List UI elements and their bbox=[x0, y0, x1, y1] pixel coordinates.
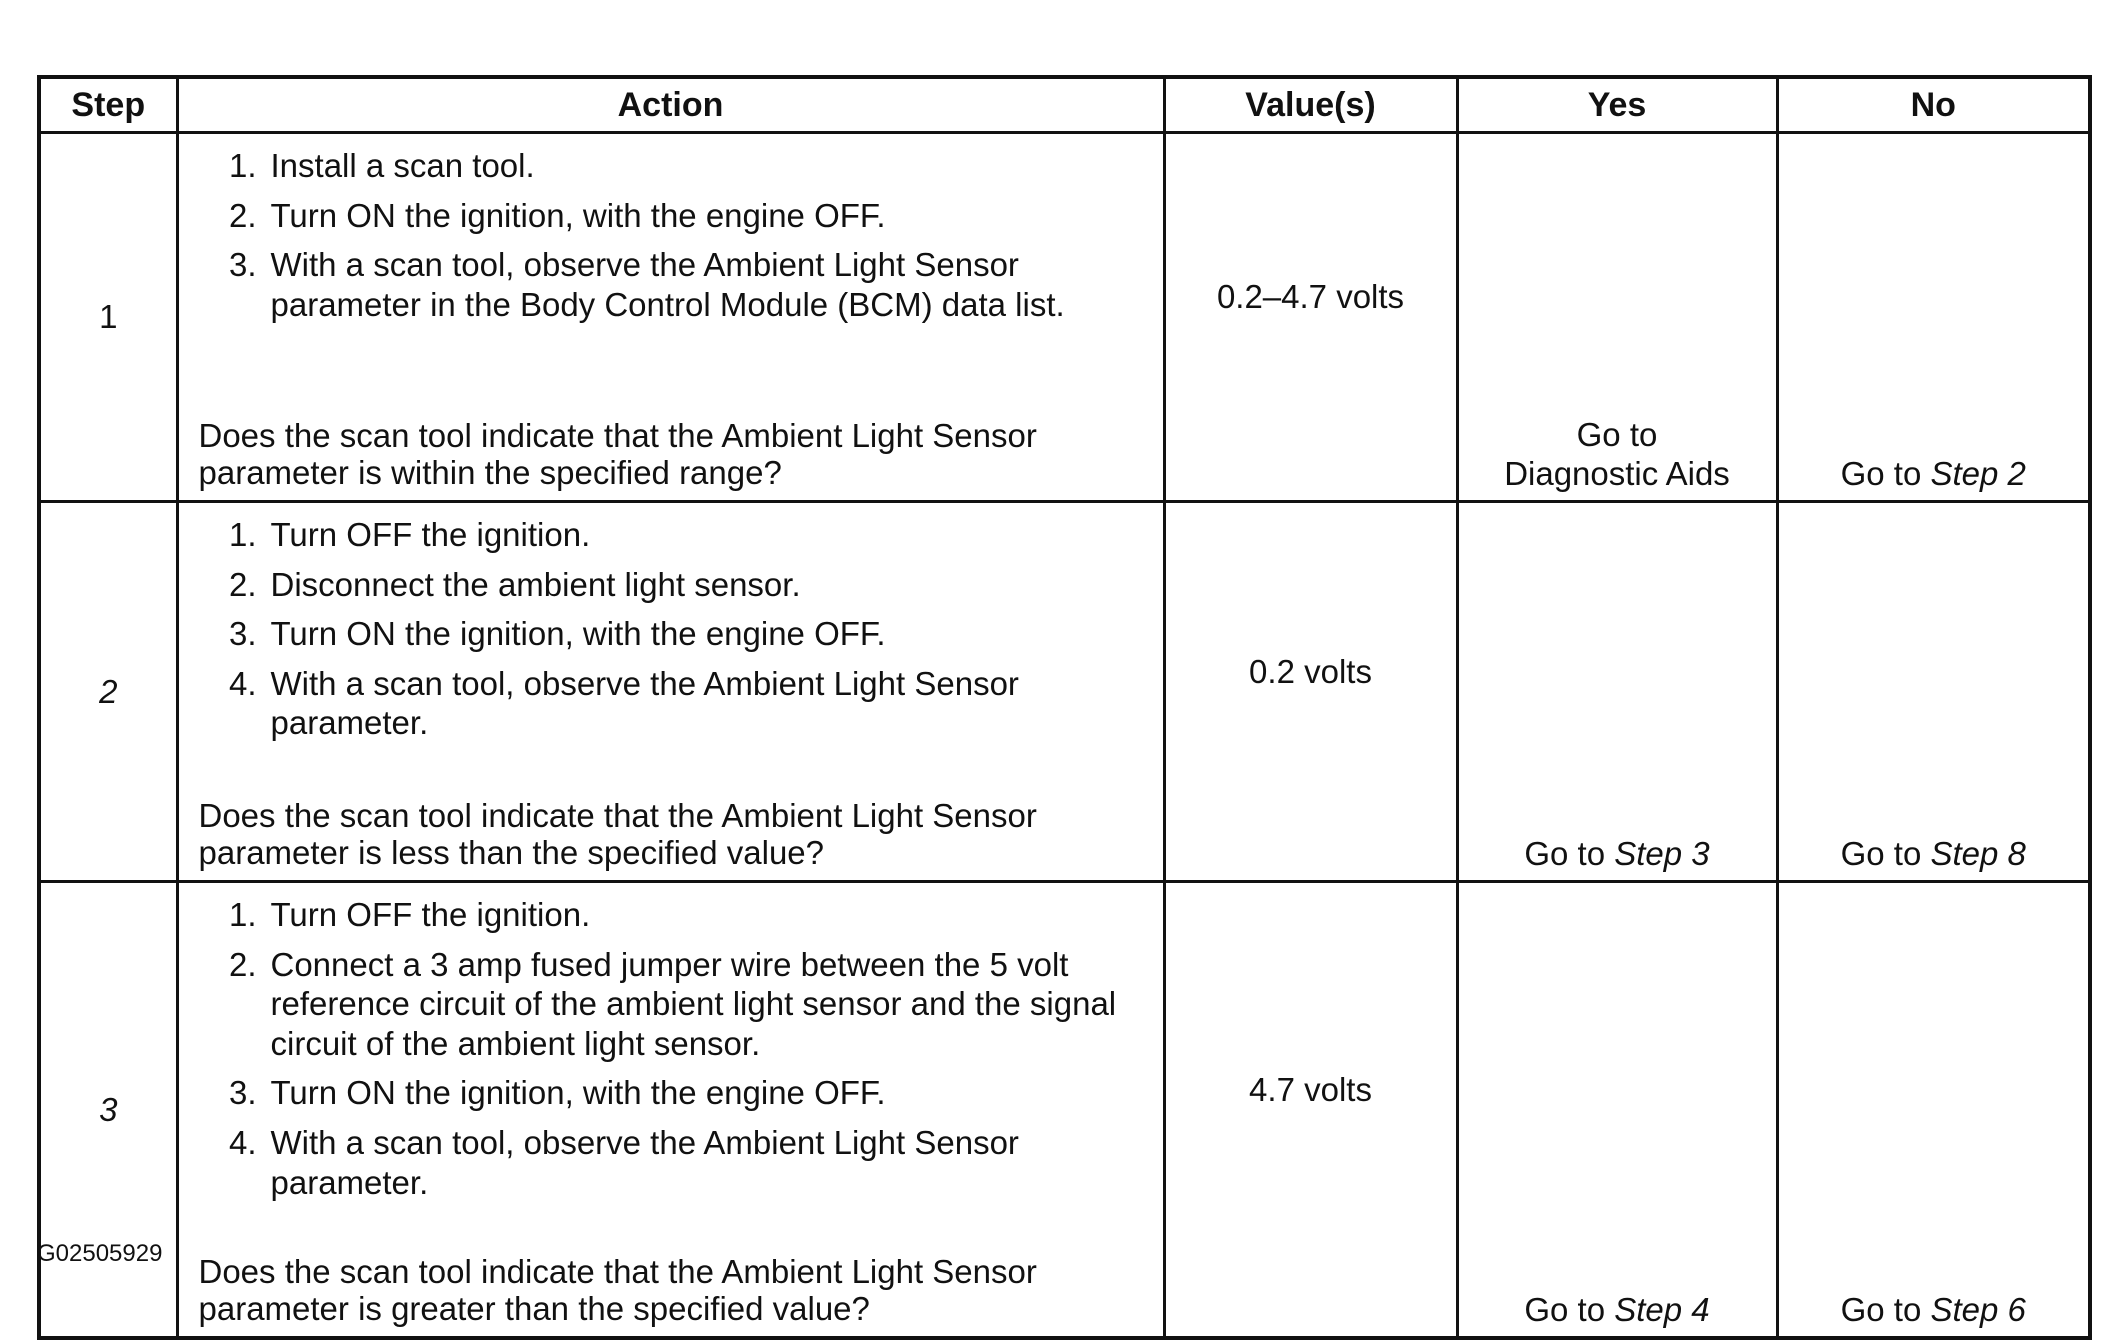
no-reference: Step 2 bbox=[1930, 455, 2026, 493]
list-item bbox=[199, 245, 1153, 324]
diagnostic-table bbox=[37, 75, 2092, 1340]
action-step-number: 3. bbox=[228, 1074, 257, 1112]
header-no: No bbox=[1777, 77, 2090, 133]
list-item bbox=[199, 565, 1153, 605]
list-item bbox=[199, 1123, 1153, 1202]
action-cell bbox=[177, 133, 1164, 502]
list-item bbox=[199, 515, 1153, 555]
header-action: Action bbox=[177, 77, 1164, 133]
header-values: Value(s) bbox=[1164, 77, 1457, 133]
action-step-text: Connect a 3 amp fused jumper wire between the 5 volt reference circuit of the ambient light sensor and the signal circuit of the ambient light sensor. bbox=[270, 945, 1117, 1062]
list-item bbox=[199, 146, 1153, 186]
action-step-text: Install a scan tool. bbox=[270, 147, 535, 184]
action-step-text: With a scan tool, observe the Ambient Light Sensor parameter in the Body Control Module (BCM) data list. bbox=[270, 246, 1065, 323]
yes-prefix: Go to bbox=[1576, 415, 1658, 453]
action-content bbox=[199, 146, 1153, 492]
figure-id: G02505929 bbox=[37, 1240, 163, 1267]
action-step-text: Turn OFF the ignition. bbox=[270, 896, 591, 933]
action-step-number: 1. bbox=[228, 896, 257, 933]
action-step-text: Turn ON the ignition, with the engine OFF. bbox=[270, 196, 886, 234]
value-text: 4.7 volts bbox=[1249, 1070, 1372, 1108]
table-body bbox=[39, 133, 2090, 1339]
list-item bbox=[199, 945, 1153, 1064]
header-row bbox=[39, 77, 2090, 133]
step-cell bbox=[39, 882, 177, 1339]
action-step-text: Turn OFF the ignition. bbox=[270, 516, 591, 553]
action-question: Does the scan tool indicate that the Ambient Light Sensor parameter is within the specified range? bbox=[198, 417, 1037, 492]
yes-reference: Diagnostic Aids bbox=[1504, 455, 1730, 493]
list-item bbox=[199, 614, 1153, 654]
value-cell bbox=[1164, 502, 1457, 882]
no-reference: Step 8 bbox=[1930, 835, 2026, 873]
action-steps-list bbox=[199, 895, 1153, 1212]
no-cell bbox=[1777, 502, 2090, 882]
action-step-number: 3. bbox=[228, 246, 257, 284]
no-prefix: Go to bbox=[1840, 455, 1922, 493]
table-row bbox=[39, 133, 2090, 502]
value-cell bbox=[1164, 882, 1457, 1339]
value-text: 0.2 volts bbox=[1249, 652, 1372, 690]
action-step-text: Turn ON the ignition, with the engine OFF. bbox=[270, 615, 886, 653]
step-cell bbox=[39, 133, 177, 502]
list-item bbox=[199, 664, 1153, 743]
header-step: Step bbox=[39, 77, 177, 133]
list-item bbox=[199, 1073, 1153, 1113]
list-item bbox=[199, 196, 1153, 236]
step-cell bbox=[39, 502, 177, 882]
action-step-number: 2. bbox=[228, 565, 257, 603]
action-step-number: 2. bbox=[228, 945, 257, 983]
action-step-number: 2. bbox=[228, 196, 257, 234]
action-cell bbox=[177, 502, 1164, 882]
yes-reference: Step 4 bbox=[1614, 1291, 1710, 1329]
no-prefix: Go to bbox=[1840, 835, 1922, 873]
action-step-number: 3. bbox=[228, 615, 257, 653]
yes-prefix: Go to bbox=[1524, 1291, 1606, 1329]
value-text: 0.2–4.7 volts bbox=[1216, 278, 1405, 316]
action-step-text: With a scan tool, observe the Ambient Light Sensor parameter. bbox=[270, 1123, 1019, 1201]
action-content bbox=[199, 515, 1153, 872]
list-item bbox=[199, 895, 1153, 935]
step-number: 2 bbox=[99, 672, 118, 710]
action-step-number: 4. bbox=[228, 664, 257, 702]
yes-prefix: Go to bbox=[1524, 835, 1606, 873]
yes-reference: Step 3 bbox=[1614, 835, 1710, 873]
action-step-text: Turn ON the ignition, with the engine OFF. bbox=[270, 1074, 886, 1112]
action-question: Does the scan tool indicate that the Ambient Light Sensor parameter is greater than the specified value? bbox=[198, 1253, 1037, 1328]
action-step-text: With a scan tool, observe the Ambient Light Sensor parameter. bbox=[270, 664, 1019, 742]
step-number: 3 bbox=[99, 1090, 118, 1128]
value-cell bbox=[1164, 133, 1457, 502]
action-step-number: 1. bbox=[228, 516, 257, 553]
yes-cell bbox=[1457, 882, 1777, 1339]
table-row bbox=[39, 882, 2090, 1339]
action-content bbox=[199, 895, 1153, 1328]
action-steps-list bbox=[199, 146, 1153, 334]
action-step-text: Disconnect the ambient light sensor. bbox=[270, 565, 801, 603]
action-step-number: 4. bbox=[228, 1123, 257, 1161]
no-cell bbox=[1777, 882, 2090, 1339]
action-steps-list bbox=[199, 515, 1153, 753]
yes-cell bbox=[1457, 133, 1777, 502]
no-reference: Step 6 bbox=[1930, 1291, 2026, 1329]
action-step-number: 1. bbox=[228, 147, 257, 184]
header-yes: Yes bbox=[1457, 77, 1777, 133]
no-cell bbox=[1777, 133, 2090, 502]
step-number: 1 bbox=[99, 298, 118, 336]
table-row bbox=[39, 502, 2090, 882]
yes-cell bbox=[1457, 502, 1777, 882]
no-prefix: Go to bbox=[1840, 1291, 1922, 1329]
action-question: Does the scan tool indicate that the Ambient Light Sensor parameter is less than the specified value? bbox=[198, 797, 1037, 872]
action-cell bbox=[177, 882, 1164, 1339]
